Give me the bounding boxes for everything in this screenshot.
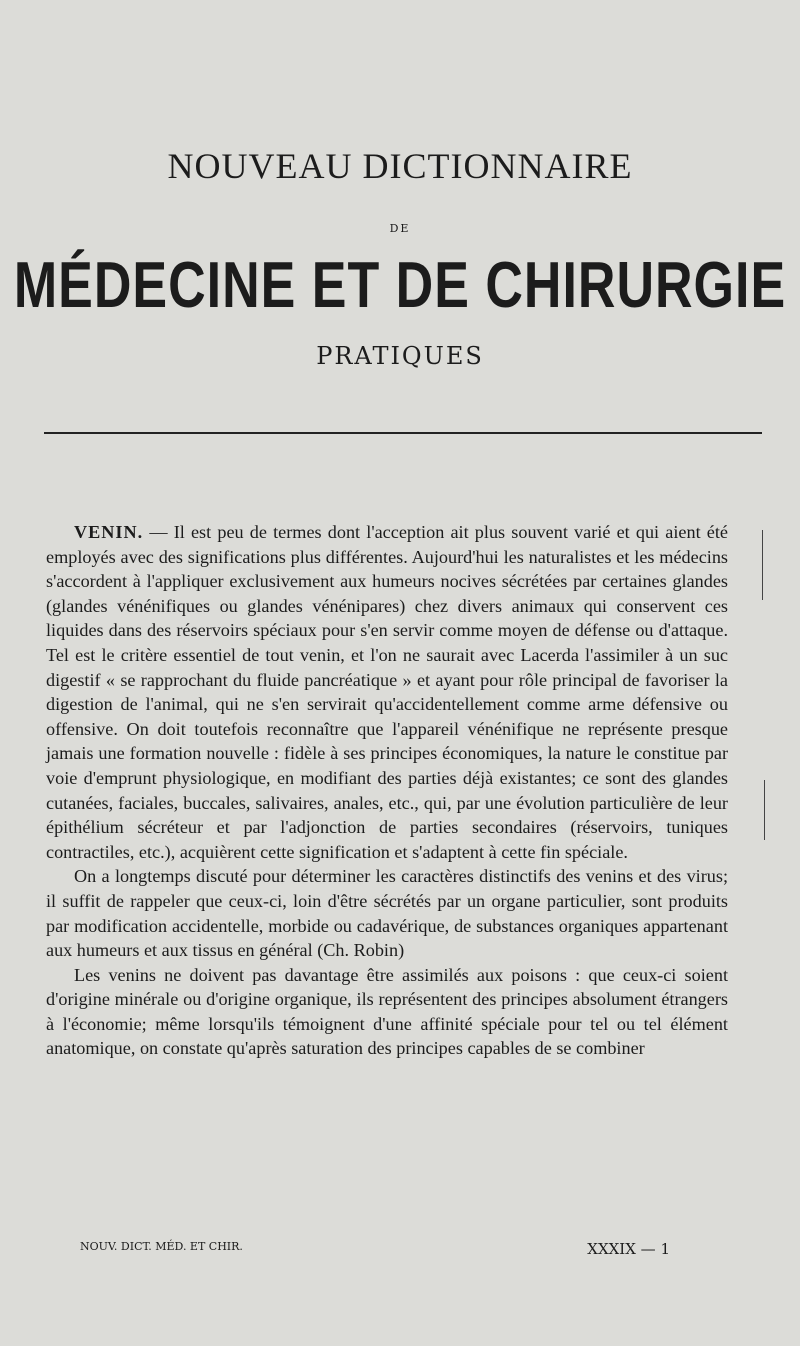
- margin-mark: [762, 530, 763, 600]
- title-rule: [44, 432, 762, 434]
- article-paragraph-1: [46, 520, 728, 864]
- article-headword: VENIN.: [74, 522, 144, 542]
- title-de: DE: [389, 222, 411, 235]
- page-footer: [80, 1240, 670, 1258]
- title-line-3: PRATIQUES: [316, 342, 484, 370]
- footer-signature: NOUV. DICT. MÉD. ET CHIR.: [80, 1240, 243, 1253]
- article-body: [46, 520, 728, 1061]
- article-paragraph-1-text: — Il est peu de termes dont l'acception ait plus souvent varié et qui aient été employés avec des significations plus différentes. Aujourd'hui les naturalistes et les médecins s'accordent à l'appliquer exclusivement aux humeurs nocives sécrétées par certaines glandes (glandes vénénifiques ou glandes vénénipares) chez divers animaux qui conservent ces liquides dans des réservoirs spéciaux pour s'en servir comme moyen de défense ou d'attaque. Tel est le critère essentiel de tout venin, et l'on ne saurait avec Lacerda l'assimiler à un suc digestif « se rapprochant du fluide pancréatique » et ayant pour rôle principal de favoriser la digestion de l'animal, qui ne s'en servirait qu'accidentellement comme arme défensive ou offensive. On doit toutefois reconnaître que l'appareil vénénifique ne représente presque jamais une formation nouvelle : fidèle à ses principes économiques, la nature le constitue par voie d'emprunt physiologique, en modifiant des parties déjà existantes; ce sont des glandes cutanées, faciales, buccales, salivaires, anales, etc., qui, par une évolution particulière de leur épithélium sécréteur et par l'adjonction de parties secondaires (réservoirs, tuniques contractiles, etc.), acquièrent cette signification et s'adaptent à cette fin spéciale.: [46, 522, 728, 862]
- article-paragraph-3: Les venins ne doivent pas davantage être assimilés aux poisons : que ceux-ci soient d'origine minérale ou d'origine organique, ils représentent des principes absolument étrangers à l'économie; même lorsqu'ils témoignent d'une affinité spéciale pour tel ou tel élément anatomique, on constate qu'après saturation des principes capables de se combiner: [46, 964, 728, 1059]
- margin-mark: [764, 780, 765, 840]
- footer-sheet-number: XXXIX — 1: [587, 1240, 670, 1258]
- title-line-1: NOUVEAU DICTIONNAIRE: [167, 146, 633, 186]
- title-line-2: MÉDECINE ET DE CHIRURGIE: [13, 249, 787, 322]
- article-paragraph-2: On a longtemps discuté pour déterminer les caractères distinctifs des venins et des virus; il suffit de rappeler que ceux-ci, loin d'être sécrétés par un organe particulier, sont produits par modification accidentelle, morbide ou cadavérique, de substances organiques appartenant aux humeurs et aux tissus en général (Ch. Robin): [46, 866, 728, 961]
